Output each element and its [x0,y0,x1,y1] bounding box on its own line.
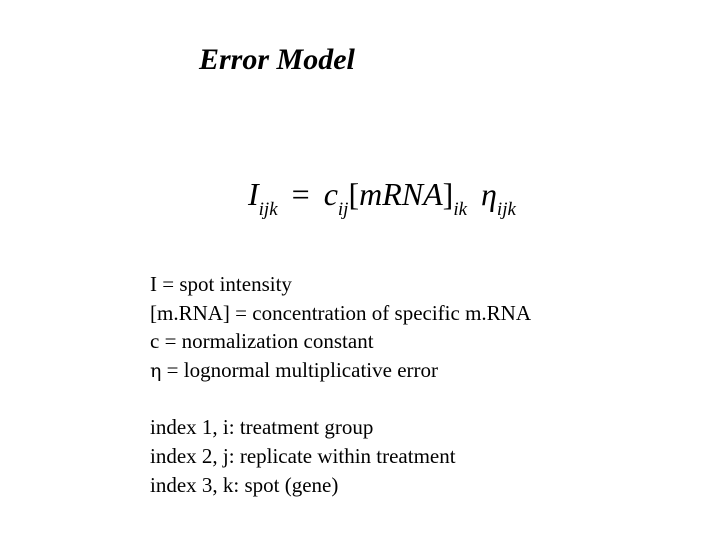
slide-title: Error Model [199,43,355,76]
definition-symbol: η [150,359,162,382]
open-bracket: [ [348,176,360,212]
intensity-symbol: I [248,176,259,212]
index-definitions [150,413,456,500]
definition-line [150,270,531,299]
eta-subscript: ijk [496,199,516,220]
definition-symbol: [m.RNA] [150,300,230,325]
definition-symbol: I [150,272,157,296]
mrna-symbol: mRNA [359,176,443,212]
definition-line [150,299,531,328]
definition-line [150,327,531,356]
mrna-subscript: ik [453,199,468,220]
definition-text: = normalization constant [159,329,374,353]
eta-symbol: η [481,176,497,212]
definition-text: = concentration of specific m.RNA [229,300,532,325]
constant-subscript: ij [337,199,349,220]
index-line: index 3, k: spot (gene) [150,473,339,497]
intensity-subscript: ijk [258,199,278,220]
definition-line [150,356,531,386]
index-line: index 1, i: treatment group [150,415,374,439]
definition-text: = lognormal multiplicative error [161,357,438,382]
symbol-definitions [150,270,531,385]
error-model-equation [248,174,516,220]
equals-sign: = [291,176,310,212]
close-bracket: ] [442,176,454,212]
definition-text: = spot intensity [157,272,292,296]
constant-symbol: c [323,176,338,212]
index-line: index 2, j: replicate within treatment [150,444,456,468]
definition-symbol: c [150,329,160,353]
